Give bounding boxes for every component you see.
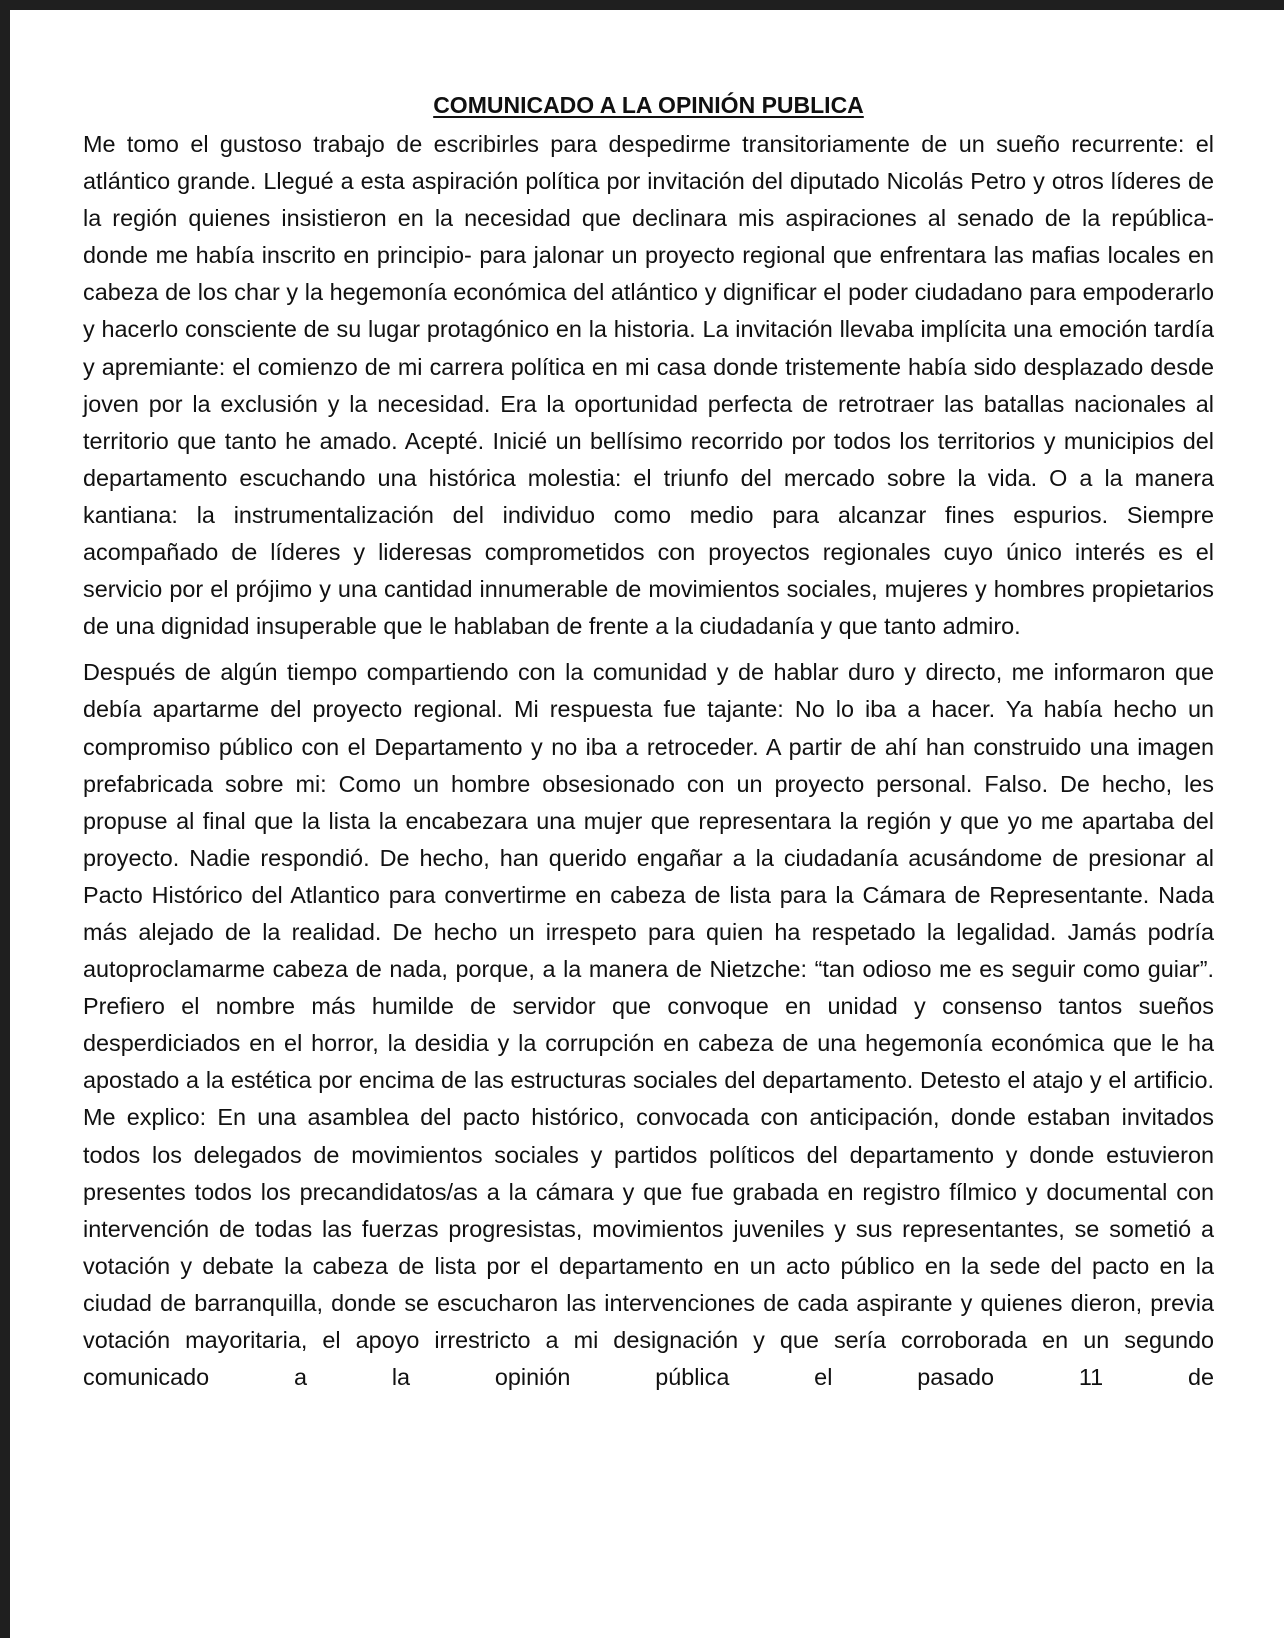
paragraph-2: Después de algún tiempo compartiendo con la comunidad y de hablar duro y directo, me informaron que debía apartarme del proyecto regional. Mi respuesta fue tajante: No lo iba a hacer. Ya había hecho un compromiso público con el Departamento y no iba a retroceder. A partir de ahí han construido una imagen prefabricada sobre mi: Como un hombre obsesionado con un proyecto personal. Falso. De hecho, les propuse al final que la lista la encabezara una mujer que representara la región y que yo me apartaba del proyecto. Nadie respondió. De hecho, han querido engañar a la ciudadanía acusándome de presionar al Pacto Histórico del Atlantico para convertirme en cabeza de lista para la Cámara de Representante. Nada más alejado de la realidad. De hecho un irrespeto para quien ha respetado la legalidad. Jamás podría autoproclamarme cabeza de nada, porque, a la manera de Nietzche: “tan odioso me es seguir como guiar”. Prefiero el nombre más humilde de servidor que convoque en unidad y consenso tantos sueños desperdiciados en el horror, la desidia y la corrupción en cabeza de una hegemonía económica que le ha apostado a la estética por encima de las estructuras sociales del departamento. Detesto el atajo y el artificio. Me explico: En una asamblea del pacto histórico, convocada con anticipación, donde estaban invitados todos los delegados de movimientos sociales y partidos políticos del departamento y donde estuvieron presentes todos los precandidatos/as a la cámara y que fue grabada en registro fílmico y documental con intervención de todas las fuerzas progresistas, movimientos juveniles y sus representantes, se sometió a votación y debate la cabeza de lista por el departamento en un acto público en la sede del pacto en la ciudad de barranquilla, donde se escucharon las intervenciones de cada aspirante y quienes dieron, previa votación mayoritaria, el apoyo irrestricto a mi designación y que sería corroborada en un segundo comunicado a la opinión pública el pasado 11 de xyxy=(83,659,1214,1391)
document-page xyxy=(10,10,1284,1638)
document-title: COMUNICADO A LA OPINIÓN PUBLICA xyxy=(433,92,864,118)
paragraph-1: Me tomo el gustoso trabajo de escribirles para despedirme transitoriamente de un sueño recurrente: el atlántico grande. Llegué a esta aspiración política por invitación del diputado Nicolás Petro y otros líderes de la región quienes insistieron en la necesidad que declinara mis aspiraciones al senado de la república- donde me había inscrito en principio- para jalonar un proyecto regional que enfrentara las mafias locales en cabeza de los char y la hegemonía económica del atlántico y dignificar el poder ciudadano para empoderarlo y hacerlo consciente de su lugar protagónico en la historia. La invitación llevaba implícita una emoción tardía y apremiante: el comienzo de mi carrera política en mi casa donde tristemente había sido desplazado desde joven por la exclusión y la necesidad. Era la oportunidad perfecta de retrotraer las batallas nacionales al territorio que tanto he amado. Acepté. Inicié un bellísimo recorrido por todos los territorios y municipios del departamento escuchando una histórica molestia: el triunfo del mercado sobre la vida. O a la manera kantiana: la instrumentalización del individuo como medio para alcanzar fines espurios. Siempre acompañado de líderes y lideresas comprometidos con proyectos regionales cuyo único interés es el servicio por el prójimo y una cantidad innumerable de movimientos sociales, mujeres y hombres propietarios de una dignidad insuperable que le hablaban de frente a la ciudadanía y que tanto admiro. xyxy=(83,131,1214,640)
